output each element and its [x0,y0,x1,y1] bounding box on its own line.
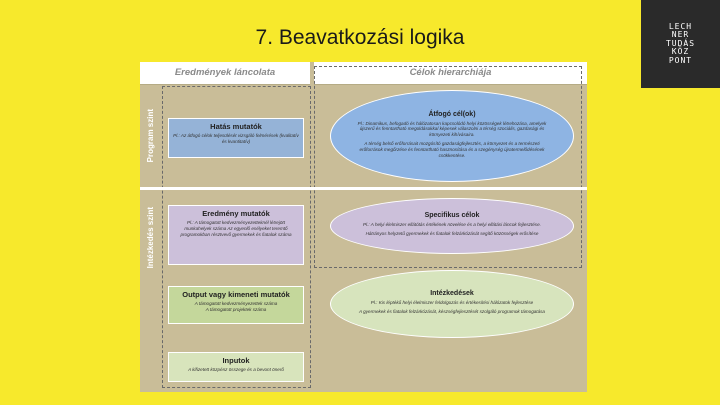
level-divider [140,187,587,190]
interventions-text: A gyermekek és fiatalok felzárkózását, készségfejlesztését szolgáló programok támogatása [359,309,545,314]
logo-line: LECH [668,21,693,31]
specific-goals-text: Hátrányos helyzetű gyermekek és fiatalok felzárkózását segítő közösségek erősítése [365,231,539,236]
results-chain-header-label: Eredmények láncolata [174,67,276,78]
intervention-logic-diagram [140,62,587,392]
results-chain-header [140,62,310,85]
goals-hierarchy-header-label: Célok hierarchiája [409,67,492,78]
specific-goals-text: Pl.: A helyi élelmiszer ellátótás értékének növelése és a helyi ellátási láncok fejlesztése. [363,222,541,228]
interventions-text: Pl.: Kis léptékű helyi élelmiszer feldolgozás és értékesítési hálózatok fejlesztése [370,300,534,306]
overall-goals-ellipse [330,90,574,182]
specific-goals-ellipse [330,198,574,254]
slide-title: 7. Beavatkozási logika [255,26,465,49]
impact-indicators-title: Hatás mutatók [210,122,262,131]
result-indicators-box [168,205,304,265]
interventions-ellipse [330,270,574,338]
output-indicators-title: Output vagy kimeneti mutatók [182,290,290,299]
specific-goals-title: Specifikus célok [424,212,480,220]
impact-indicators-box [168,118,304,158]
lechner-logo [641,0,720,88]
inputs-box [168,352,304,382]
result-indicators-title: Eredmény mutatók [202,209,270,218]
inputs-text: A kifizetett közpénz összege és a bevont önerő [188,367,284,372]
logo-line: NER [671,30,690,40]
overall-goals-title: Átfogó cél(ok) [428,110,476,118]
overall-goals-text: Pl.: Dinamikus, befogadó és hálózatosan kapcsolódó helyi közösségek létrehozása, amelyek újszerű és fenntartható megoldásokkal képesek válaszolni a térség szociális, gazdasági és környezeti kihívásaira. [357,120,547,138]
inputs-title: Inputok [222,356,250,365]
intervention-level-label [142,192,158,284]
logo-line: PONT [668,55,693,65]
program-level-text: Program szint [145,109,155,163]
overall-goals-text: A térség belső erőforrásait mozgósító gazdaságfejlesztés, a környezet és a természeti erőforrások megőrzése és fenntartható hasznosítása és a szegénység újratermelődésének csökkentése. [359,141,545,158]
output-indicators-text: A támogatott projektek száma [205,307,267,312]
impact-indicators-text: Pl.: Az átfogó célok teljesülését vizsgáló felmérések (kvalitatív és kvantitatív) [173,133,299,144]
program-level-label [142,86,158,186]
interventions-title: Intézkedések [430,290,474,298]
output-indicators-text: A támogatott kedvezményezettek száma [194,301,278,306]
intervention-level-text: Intézkedés szint [145,207,155,269]
result-indicators-text: Pl.: A támogatott kedvezményezetteknél létrejött munkahelyek száma Az egyenlő esélyeket teremtő programokban résztvevő gyermekek és fiatalok száma [180,220,292,237]
output-indicators-box [168,286,304,324]
logo-line: TUDÁS [665,38,696,48]
logo-line: KÖZ [671,47,690,57]
